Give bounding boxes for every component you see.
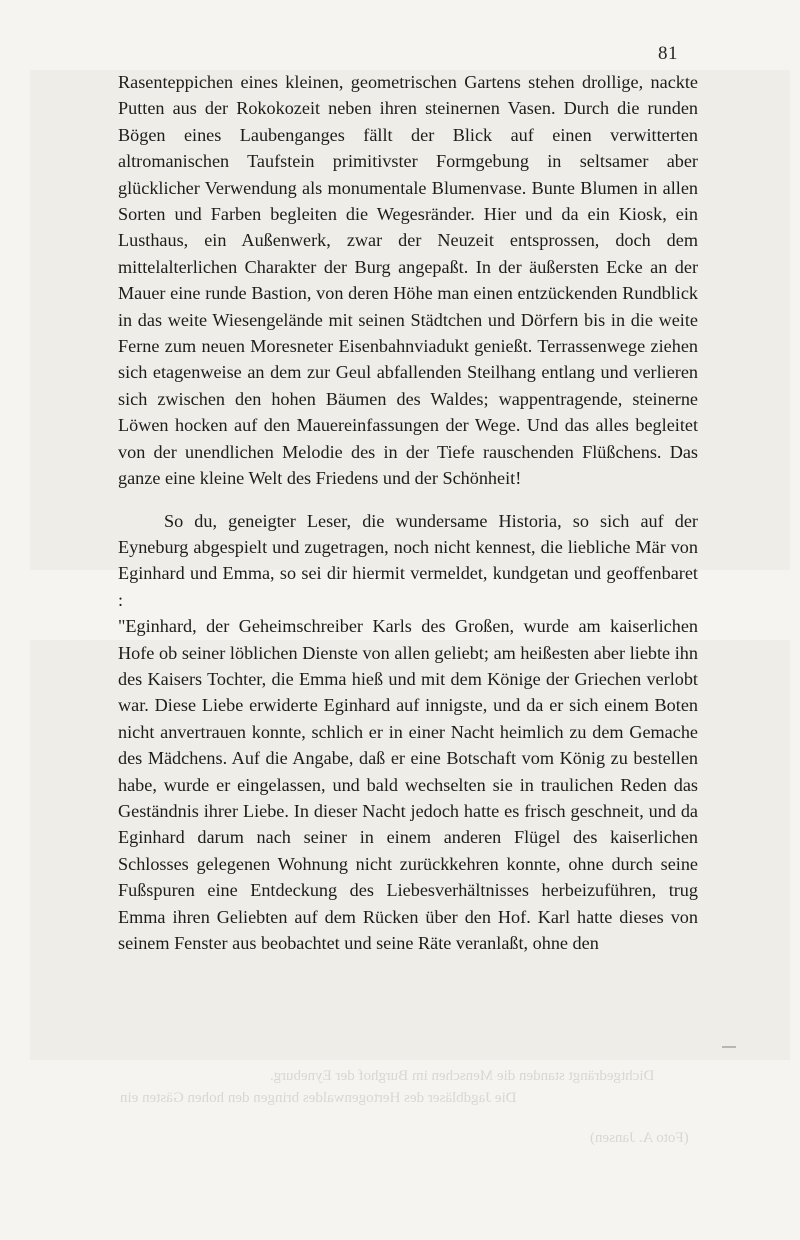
print-speck	[722, 1046, 736, 1048]
page-number: 81	[658, 43, 678, 64]
paragraph-eginhard-story: "Eginhard, der Geheimschreiber Karls des Großen, wurde am kaiserlichen Hofe ob seiner löblichen Dienste von allen geliebt; am heißesten aber liebte ihn des Kaisers Tochter, die Emma hieß und mit dem Könige der Griechen verlobt war. Diese Liebe erwiderte Eginhard auf innigste, und da er sich einem Boten nicht anvertrauen konnte, schlich er in einer Nacht heimlich zu dem Gemache des Mädchens. Auf die Angabe, daß er eine Botschaft vom König zu bestellen habe, wurde er eingelassen, und bald wechselten sie in traulichen Reden das Geständnis ihrer Liebe. In dieser Nacht jedoch hatte es frisch geschneit, und da Eginhard darum nach seiner in einem anderen Flügel des kaiserlichen Schlosses gelegenen Wohnung nicht zurückkehren konnte, ohne durch seine Fußspuren eine Entdeckung des Liebesverhältnisses herbeizuführen, trug Emma ihren Geliebten auf dem Rücken über den Hof. Karl hatte dieses von seinem Fenster aus beobachtet und seine Räte veranlaßt, ohne den	[118, 616, 698, 953]
bleed-through-caption-2: Die Jagdbläser des Hertogenwaldes bringen den hohen Gästen ein	[120, 1090, 517, 1106]
bleed-through-caption-3: (Foto A. Jansen)	[590, 1130, 689, 1146]
body-text	[118, 69, 698, 956]
paragraph-reader-address: So du, geneigter Leser, die wundersame Historia, so sich auf der Eyneburg abgespielt und zugetragen, noch nicht kennest, die liebliche Mär von Eginhard und Emma, so sei dir hiermit vermeldet, kundgetan und geoffenbaret :	[118, 510, 698, 610]
bleed-through-caption-1: Dichtgedrängt standen die Menschen im Burghof der Eyneburg.	[270, 1068, 655, 1084]
paragraph-garden-description: Rasenteppichen eines kleinen, geometrischen Gartens stehen drollige, nackte Putten aus der Rokokozeit neben ihren steinernen Vasen. Durch die runden Bögen eines Laubenganges fällt der Blick auf einen verwitterten altromanischen Taufstein primitivster Formgebung in seltsamer aber glücklicher Verwendung als monumentale Blumenvase. Bunte Blumen in allen Sorten und Farben begleiten die Wegesränder. Hier und da ein Kiosk, ein Lusthaus, ein Außenwerk, zwar der Neuzeit entsprossen, doch dem mittelalterlichen Charakter der Burg angepaßt. In der äußersten Ecke an der Mauer eine runde Bastion, von deren Höhe man einen entzückenden Rundblick in das weite Wiesengelände mit seinen Städtchen und Dörfern bis in die weite Ferne zum neuen Moresneter Eisenbahnviadukt genießt. Terrassenwege ziehen sich etagenweise an dem zur Geul abfallenden Steilhang entlang und verlieren sich zwischen den hohen Bäumen des Waldes; wappentragende, steinerne Löwen hocken auf den Mauereinfassungen der Wege. Und das alles begleitet von der unendlichen Melodie des in der Tiefe rauschenden Flüßchens. Das ganze eine kleine Welt des Friedens und der Schönheit!	[118, 72, 698, 489]
